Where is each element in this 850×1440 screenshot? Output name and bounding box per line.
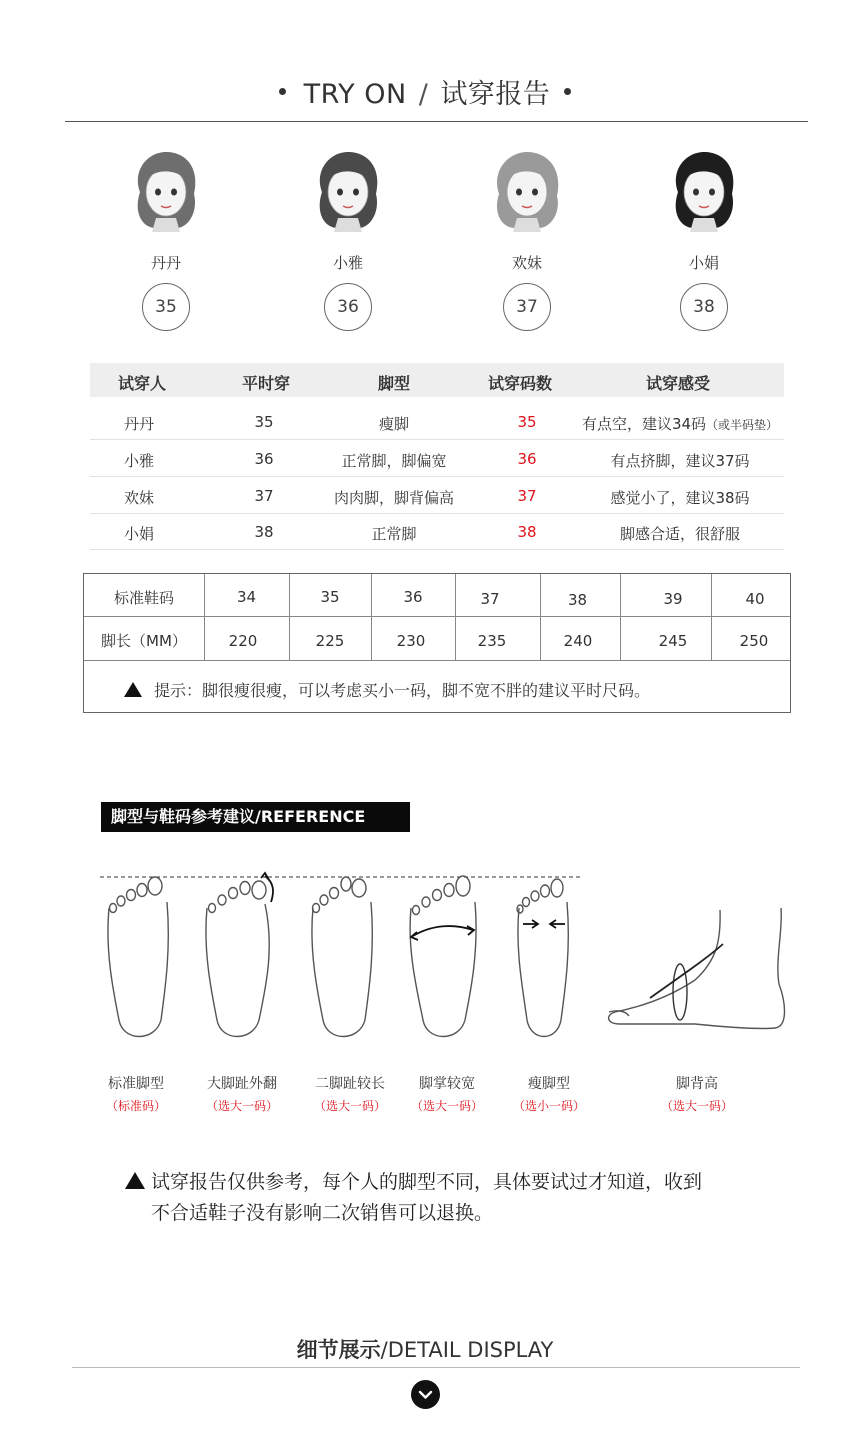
cell-person: 丹丹 bbox=[123, 415, 154, 433]
cell-usual: 36 bbox=[254, 450, 274, 468]
tester-size-badge: 38 bbox=[680, 283, 728, 331]
cell-person: 欢妹 bbox=[123, 489, 154, 507]
avatar-icon bbox=[666, 148, 742, 234]
cell-feeling bbox=[575, 413, 785, 434]
cell-foot: 肉肉脚，脚背偏高 bbox=[333, 489, 454, 507]
slim-foot-icon bbox=[517, 879, 568, 1037]
foot-type-label bbox=[76, 1073, 196, 1114]
wide-foot-icon bbox=[410, 876, 476, 1037]
size-tip bbox=[124, 678, 650, 701]
high-instep-foot-icon bbox=[609, 908, 785, 1029]
cell-usual: 37 bbox=[254, 487, 274, 505]
length-cell: 220 bbox=[228, 632, 258, 650]
foot-types-illustration bbox=[95, 860, 795, 1050]
tester-name: 小雅 bbox=[332, 254, 363, 272]
bunion-foot-icon bbox=[206, 873, 273, 1037]
cell-tried: 35 bbox=[517, 413, 537, 431]
tester-name: 小娟 bbox=[688, 254, 719, 272]
bullet-dot-icon bbox=[279, 88, 286, 95]
cell-person: 小雅 bbox=[123, 452, 154, 470]
avatar-icon bbox=[489, 148, 565, 234]
cell-feeling: 感觉小了，建议38码 bbox=[610, 489, 750, 507]
note-line-2: 不合适鞋子没有影响二次销售可以退换。 bbox=[151, 1202, 494, 1224]
avatar-icon bbox=[310, 148, 386, 234]
size-chart bbox=[83, 573, 791, 713]
size-cell: 34 bbox=[236, 588, 257, 606]
size-cell: 37 bbox=[480, 590, 500, 608]
header-tried-size: 试穿码数 bbox=[487, 374, 552, 393]
tester-size-badge: 35 bbox=[142, 283, 190, 331]
length-cell: 250 bbox=[739, 632, 769, 650]
tester-name: 欢妹 bbox=[511, 254, 542, 272]
foot-type-advice: （选大一码） bbox=[313, 1099, 386, 1113]
size-cell: 38 bbox=[567, 591, 588, 609]
disclaimer-note bbox=[125, 1167, 765, 1229]
foot-type-label bbox=[182, 1073, 302, 1114]
cell-usual: 38 bbox=[254, 523, 274, 541]
cell-usual: 35 bbox=[254, 413, 274, 431]
tester-card bbox=[288, 148, 408, 331]
size-tip-text: 提示：脚很瘦很瘦，可以考虑买小一码，脚不宽不胖的建议平时尺码。 bbox=[154, 681, 651, 700]
cell-foot: 正常脚 bbox=[371, 525, 417, 543]
title-cn: 试穿报告 bbox=[440, 79, 551, 110]
length-row-label: 脚长（MM） bbox=[101, 632, 187, 650]
foot-type-name: 瘦脚型 bbox=[528, 1076, 570, 1092]
tester-card bbox=[106, 148, 226, 331]
tester-size-badge: 36 bbox=[324, 283, 372, 331]
note-line-1: 试穿报告仅供参考，每个人的脚型不同，具体要试过才知道，收到 bbox=[151, 1171, 703, 1193]
cell-foot: 正常脚，脚偏宽 bbox=[341, 452, 447, 470]
size-cell: 39 bbox=[663, 590, 683, 608]
reference-title-bar: 脚型与鞋码参考建议/REFERENCE bbox=[101, 802, 410, 832]
table-row bbox=[90, 477, 784, 514]
size-row-label: 标准鞋码 bbox=[113, 589, 174, 607]
foot-type-label bbox=[637, 1073, 757, 1114]
length-cell: 240 bbox=[563, 632, 593, 650]
header-feeling: 试穿感受 bbox=[645, 374, 710, 393]
scroll-down-button[interactable] bbox=[411, 1380, 440, 1409]
cell-foot: 瘦脚 bbox=[378, 415, 409, 433]
foot-type-name: 大脚趾外翻 bbox=[207, 1076, 277, 1092]
foot-type-advice: （标准码） bbox=[105, 1099, 166, 1113]
cell-tried: 38 bbox=[517, 523, 537, 541]
foot-type-advice: （选大一码） bbox=[410, 1099, 483, 1113]
size-cell: 40 bbox=[745, 590, 765, 608]
grid-line bbox=[84, 660, 790, 661]
standard-foot-icon bbox=[108, 877, 168, 1037]
size-cell: 35 bbox=[320, 588, 340, 606]
cell-feeling: 有点挤脚，建议37码 bbox=[610, 452, 750, 470]
feeling-text: 有点空，建议34码 bbox=[581, 415, 707, 433]
cell-person: 小娟 bbox=[123, 525, 154, 543]
length-cell: 235 bbox=[477, 632, 507, 650]
avatar-icon bbox=[128, 148, 204, 234]
try-table-header bbox=[90, 363, 784, 397]
detail-title-cn: 细节展示 bbox=[296, 1338, 381, 1362]
header-person: 试穿人 bbox=[117, 374, 166, 393]
title-en: TRY ON bbox=[303, 79, 407, 110]
bullet-dot-icon bbox=[564, 88, 571, 95]
foot-type-name: 二脚趾较长 bbox=[315, 1076, 385, 1092]
cell-tried: 37 bbox=[517, 487, 537, 505]
length-cell: 225 bbox=[315, 632, 345, 650]
table-row bbox=[90, 403, 784, 440]
length-cell: 245 bbox=[658, 632, 688, 650]
warning-triangle-icon bbox=[124, 682, 142, 697]
foot-type-name: 脚掌较宽 bbox=[419, 1076, 475, 1092]
page-title bbox=[0, 72, 850, 111]
length-cell: 230 bbox=[396, 632, 426, 650]
detail-title-en: /DETAIL DISPLAY bbox=[380, 1338, 554, 1362]
table-row bbox=[90, 440, 784, 477]
tester-card bbox=[644, 148, 764, 331]
detail-divider bbox=[72, 1367, 800, 1368]
foot-type-advice: （选大一码） bbox=[205, 1099, 278, 1113]
size-cell: 36 bbox=[403, 588, 423, 606]
header-usual-size: 平时穿 bbox=[241, 374, 290, 393]
header-foot-type: 脚型 bbox=[377, 374, 410, 393]
grid-line bbox=[84, 616, 790, 617]
foot-type-name: 标准脚型 bbox=[108, 1076, 164, 1092]
title-separator: / bbox=[418, 79, 429, 110]
foot-type-advice: （选小一码） bbox=[512, 1099, 585, 1113]
tester-name: 丹丹 bbox=[150, 254, 181, 272]
feeling-note: （或半码垫） bbox=[706, 418, 779, 432]
foot-type-advice: （选大一码） bbox=[660, 1099, 733, 1113]
foot-type-name: 脚背高 bbox=[676, 1076, 718, 1092]
header-divider bbox=[65, 121, 808, 122]
table-row bbox=[90, 513, 784, 550]
cell-feeling: 脚感合适，很舒服 bbox=[619, 525, 740, 543]
foot-type-label bbox=[489, 1073, 609, 1114]
cell-tried: 36 bbox=[517, 450, 537, 468]
tester-card bbox=[467, 148, 587, 331]
detail-section-title bbox=[0, 1334, 850, 1364]
tester-size-badge: 37 bbox=[503, 283, 551, 331]
chevron-down-icon bbox=[411, 1380, 440, 1409]
warning-triangle-icon bbox=[125, 1172, 145, 1189]
long-second-toe-foot-icon bbox=[312, 877, 372, 1037]
